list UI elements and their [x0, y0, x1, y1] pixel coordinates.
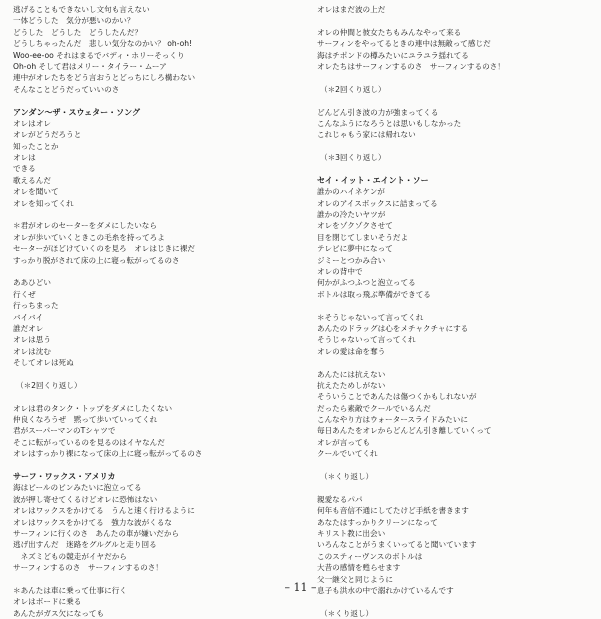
left-lyric-line: オレはワックスをかけてる うんと速く行けるように	[13, 506, 195, 516]
right-lyric-line: あなたはすっかりクリーンになって	[317, 517, 438, 527]
left-lyric-line: オレは	[13, 153, 36, 163]
left-lyric-line: オレは君のタンク・トップをダメにしたくない	[13, 403, 173, 413]
right-lyric-line: クールでいてくれ	[317, 449, 378, 459]
right-stanza-gap	[317, 357, 587, 368]
left-lyric-line: そんなことどうだっていいのさ	[13, 84, 120, 94]
left-lyric-line: 波が押し寄せてくるけどオレに恐怖はない	[13, 494, 158, 504]
left-lyric-line: 海はビールのビンみたいに泡立ってる	[13, 483, 142, 493]
right-lyric-line: テレビに夢中になって	[317, 244, 393, 254]
left-lyric-line: セーターがほどけていくのを見ろ オレはじきに裸だ	[13, 244, 195, 254]
left-lyric-line: オレが歩いていくときこの毛糸を持ってろよ	[13, 232, 165, 242]
right-lyric-line: オレの背中で	[317, 266, 363, 276]
left-lyric-line: ネズミどもの競走がイヤだから	[13, 551, 127, 561]
right-stanza-gap	[317, 482, 587, 493]
left-lyric-line: 仲良くなろうぜ 黙って歩いていってくれ	[13, 415, 158, 425]
right-lyric-line: 何年も音信不通にしてたけど手紙を書きます	[317, 506, 469, 516]
right-lyric-line: オレをゾクゾクさせて	[317, 221, 393, 231]
left-lyric-line: そこに転がっているのを見るのはイヤなんだ	[13, 437, 165, 447]
right-lyric-line: 目を閉じてしまいそうだよ	[317, 232, 409, 242]
left-lyric-line: オレがどうだろうと	[13, 130, 82, 140]
right-lyric-line: だったら素敵でクールでいるんだ	[317, 403, 431, 413]
left-lyric-line: Oh-oh そして君はメリー・タイラー・ムーア	[13, 61, 167, 71]
right-lyric-line: 海はチポンドの樽みたいにユラユラ揺れてる	[317, 50, 469, 60]
right-lyric-line: オレの愛は命を奪う	[317, 346, 386, 356]
right-stanza-gap	[317, 596, 587, 607]
left-stanza-gap	[13, 95, 298, 106]
left-lyric-line: オレはオレ	[13, 118, 51, 128]
left-lyric-line: オレは思う	[13, 335, 51, 345]
left-lyric-line: 逃げることもできないし文句も言えない	[13, 5, 150, 14]
right-lyric-line: そうじゃないって言ってくれ	[317, 335, 416, 345]
left-lyric-line: できる	[13, 164, 36, 174]
right-lyric-line: あんたのドラッグは心をメチャクチャにする	[317, 323, 469, 333]
left-lyric-line: オレはボードに乗る	[13, 597, 82, 607]
right-lyric-line: ジミーとつかみ合い	[317, 255, 386, 265]
right-lyric-line: キリスト教に出会い	[317, 528, 386, 538]
right-lyrics-column	[317, 4, 587, 619]
right-stanza-gap	[317, 72, 587, 83]
right-lyric-line: 親愛なるパパ	[317, 494, 363, 504]
left-lyric-line: すっかり脱がされて床の上に寝っ転がってるのさ	[13, 255, 180, 265]
left-lyric-line: オレはすっかり裸になって床の上に寝っ転がってるのさ	[13, 449, 203, 459]
right-lyric-line: オレのアイスボックスに詰まってる	[317, 198, 438, 208]
right-lyric-line: オレたちはサーフィンするのさ サーフィンするのさ！	[317, 61, 505, 71]
left-stanza-gap	[13, 391, 298, 402]
left-lyric-line: ＊あんたは車に乗って仕事に行く	[13, 585, 127, 595]
left-lyric-line: オレを知ってくれ	[13, 198, 74, 208]
left-stanza-gap	[13, 460, 298, 471]
left-lyric-line: どうした どうした どうしたんだ？	[13, 27, 143, 37]
left-stanza-gap	[13, 209, 298, 220]
left-lyric-line: どうしちゃったんだ 悲しい気分なのかい？ oh-oh!	[13, 39, 193, 49]
right-stanza-gap	[317, 163, 587, 174]
right-lyric-line: そういうことであんたは傷つくかもしれないが	[317, 392, 477, 402]
right-song-title: セイ・イット・エイント・ソー	[317, 175, 429, 185]
right-lyric-line: このスティーヴンスのボトルは	[317, 551, 423, 561]
left-lyric-line: 行くぜ	[13, 289, 36, 299]
right-stanza-gap	[317, 300, 587, 311]
right-lyric-line: 父一継父と同じように	[317, 574, 393, 584]
left-stanza-gap	[13, 266, 298, 277]
right-stanza-gap	[317, 460, 587, 471]
left-lyric-line: オレはワックスをかけてる 強力な波がくるな	[13, 517, 173, 527]
left-lyric-line: 知ったことか	[13, 141, 59, 151]
right-lyric-line: ＊そうじゃないって言ってくれ	[317, 312, 424, 322]
left-lyric-line: 君がスーパーマンのTシャツで	[13, 426, 116, 436]
right-lyric-line: これじゃもう家には帰れない	[317, 130, 416, 140]
left-lyric-line: そしてオレは死ぬ	[13, 358, 74, 368]
right-lyric-line: こんなふうになろうとは思いもしなかった	[317, 118, 462, 128]
right-stanza-gap	[317, 15, 587, 26]
left-lyric-line: バイバイ	[13, 312, 44, 322]
left-lyric-line: サーフィンするのさ サーフィンするのさ！	[13, 563, 163, 573]
right-lyric-line: ボトルは取っ飛ぶ準備ができてる	[317, 289, 431, 299]
right-repeat-note: （＊くり返し）	[320, 472, 374, 482]
left-lyric-line: 歌えるんだ	[13, 175, 51, 185]
left-repeat-note: （＊2回くり返し）	[16, 380, 82, 390]
right-stanza-gap	[317, 141, 587, 152]
right-repeat-note: （＊3回くり返し）	[320, 153, 386, 163]
left-lyric-line: 誰だオレ	[13, 323, 44, 333]
left-lyric-line: あんたがガス欠になっても	[13, 608, 105, 618]
right-lyric-line: こんなやり方はウォータースライドみたいに	[317, 415, 468, 425]
left-lyric-line: ああひどい	[13, 278, 51, 288]
left-lyric-line: オレは沈む	[13, 346, 51, 356]
right-lyric-line: オレの仲間と彼女たちもみんなやって来る	[317, 27, 462, 37]
right-lyric-line: 大昔の感情を甦らせます	[317, 563, 401, 573]
right-repeat-note: （＊2回くり返し）	[320, 84, 386, 94]
left-song-title: アンダン～ザ・スウェター・ソング	[13, 107, 140, 117]
right-lyric-line: どんどん引き波の力が強まってくる	[317, 107, 439, 117]
left-lyric-line: Woo-ee-oo それはまるでバディ・ホリーそっくり	[13, 50, 185, 60]
left-lyric-line: サーフィンに行くのさ あんたの車が嫌いだから	[13, 528, 180, 538]
left-lyrics-column	[13, 4, 298, 619]
right-lyric-line: オレはまだ波の上だ	[317, 5, 386, 14]
left-song-title: サーフ・ワックス・アメリカ	[13, 472, 116, 482]
left-lyric-line: 逃げ出すんだ 迷路をグルグルと走り回る	[13, 540, 157, 550]
left-stanza-gap	[13, 369, 298, 380]
right-repeat-note: （＊くり返し）	[320, 608, 374, 618]
left-lyric-line: 連中がオレたちをどう言おうとどっちにしろ構わない	[13, 73, 196, 83]
right-lyric-line: あんたには抗えない	[317, 369, 386, 379]
right-lyric-line: 何かがふつふつと泡立ってる	[317, 278, 416, 288]
left-lyric-line: オレを聞いて	[13, 187, 59, 197]
right-lyric-line: 息子も洪水の中で溺れかけているんです	[317, 585, 454, 595]
right-lyric-line: オレが言っても	[317, 437, 371, 447]
left-lyric-line: 行っちまった	[13, 301, 59, 311]
right-lyric-line: 誰かのハイネケンが	[317, 187, 385, 197]
right-lyric-line: 誰かの冷たいヤツが	[317, 210, 386, 220]
page-number: – 11 –	[284, 581, 317, 594]
right-lyric-line: 抗えたためしがない	[317, 380, 386, 390]
right-lyric-line: いろんなことがうまくいってると聞いています	[317, 540, 477, 550]
right-lyric-line: 毎日あんたをオレからどんどん引き離していくって	[317, 426, 492, 436]
left-lyric-line: ＊君がオレのセーターをダメにしたいなら	[13, 221, 157, 231]
right-stanza-gap	[317, 95, 587, 106]
right-lyric-line: サーフィンをやってるときの連中は無敵って感じだ	[317, 39, 491, 49]
left-lyric-line: 一体どうした 気分が悪いのかい？	[13, 16, 135, 26]
